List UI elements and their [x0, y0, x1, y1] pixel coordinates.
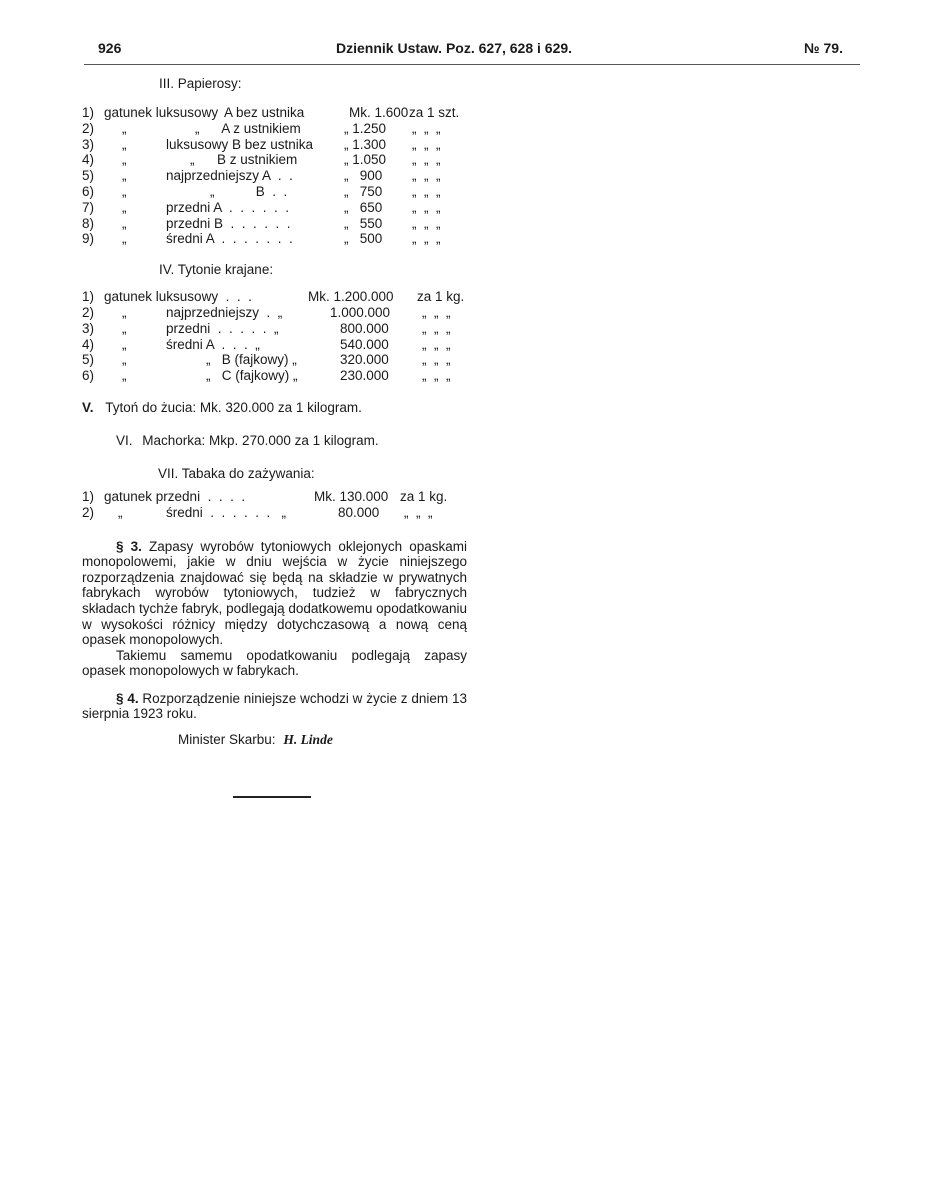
table-row — [82, 368, 467, 384]
paragraph-continuation: Takiemu samemu opodatkowaniu podlegają zapasy opasek monopolowych w fabrykach. — [82, 647, 467, 679]
price-table-cigarettes — [82, 105, 467, 247]
row-unit: „ „ „ — [412, 120, 441, 136]
row-prefix: „ — [122, 136, 127, 152]
row-unit: „ „ „ — [422, 320, 451, 336]
row-unit: „ „ „ — [412, 136, 441, 152]
row-unit: za 1 kg. — [417, 289, 465, 305]
row-unit: „ „ „ — [412, 231, 441, 247]
row-number: 1) — [82, 289, 95, 305]
row-unit: „ „ „ — [412, 152, 441, 168]
text-column — [82, 76, 467, 748]
section-chewing-tobacco — [82, 400, 467, 415]
row-name: średni . . . . . . „ — [166, 504, 287, 520]
row-prefix: „ — [122, 231, 127, 247]
row-number: 4) — [82, 336, 95, 352]
signature-name: H. Linde — [283, 732, 333, 748]
issue-number: № 79. — [804, 40, 843, 56]
row-prefix: „ — [122, 215, 127, 231]
row-number: 6) — [82, 368, 95, 384]
row-price: „ 900 — [344, 168, 383, 184]
row-price: 800.000 — [340, 320, 389, 336]
table-row — [82, 105, 467, 121]
row-name: luksusowy B bez ustnika — [166, 136, 314, 152]
section-machorka — [82, 433, 467, 448]
signature — [82, 732, 467, 748]
row-number: 3) — [82, 320, 95, 336]
row-price: Mk. 1.200.000 — [308, 289, 394, 305]
row-price: „ 550 — [344, 215, 383, 231]
section-title: IV. Tytonie krajane: — [159, 262, 274, 278]
end-rule — [233, 796, 311, 798]
row-prefix: „ — [122, 336, 127, 352]
row-prefix: „ — [122, 183, 127, 199]
row-number: 4) — [82, 152, 95, 168]
paragraph-label: § 4. — [116, 690, 139, 706]
price-table-cut-tobacco — [82, 289, 467, 384]
row-prefix: „ — [122, 168, 127, 184]
row-unit: „ „ „ — [422, 304, 451, 320]
row-price: Mk. 130.000 — [314, 488, 389, 504]
row-price: 230.000 — [340, 368, 389, 384]
row-name: przedni . . . . . „ — [166, 320, 279, 336]
paragraph-body — [82, 691, 467, 722]
row-prefix: „ — [118, 504, 123, 520]
section-title: III. Papierosy: — [159, 76, 242, 91]
row-unit: „ „ „ — [422, 336, 451, 352]
row-name: średni A . . . „ — [166, 336, 260, 352]
row-prefix: gatunek luksusowy . . . — [104, 289, 252, 305]
section-cut-tobacco — [82, 262, 467, 384]
row-name: średni A . . . . . . . — [166, 231, 293, 247]
row-prefix: „ — [122, 352, 127, 368]
row-prefix: „ — [122, 368, 127, 384]
row-number: 9) — [82, 231, 95, 247]
row-price: 1.000.000 — [330, 304, 391, 320]
row-unit: za 1 kg. — [400, 488, 448, 504]
section-text: Tytoń do żucia: Mk. 320.000 za 1 kilogram. — [105, 399, 362, 415]
paragraph-body — [82, 539, 467, 648]
row-prefix: „ — [122, 152, 127, 168]
row-price: „ 1.050 — [344, 152, 387, 168]
row-price: 320.000 — [340, 352, 389, 368]
row-number: 2) — [82, 504, 95, 520]
row-unit: „ „ „ — [412, 183, 441, 199]
row-number: 2) — [82, 120, 95, 136]
row-price: „ 1.300 — [344, 136, 387, 152]
row-price: 80.000 — [338, 504, 380, 520]
row-unit: „ „ „ — [412, 215, 441, 231]
section-text: Machorka: Mkp. 270.000 za 1 kilogram. — [142, 432, 379, 448]
paragraph-3 — [82, 539, 467, 679]
table-row — [82, 231, 467, 247]
row-number: 7) — [82, 199, 95, 215]
table-row — [82, 352, 467, 368]
row-unit: za 1 szt. — [409, 105, 460, 120]
table-row — [82, 184, 467, 200]
section-cigarettes — [82, 76, 467, 247]
row-number: 8) — [82, 215, 95, 231]
row-name: „ B z ustnikiem — [190, 152, 298, 168]
row-price: „ 1.250 — [344, 120, 387, 136]
row-name: „ B . . — [210, 183, 288, 199]
paragraph-4 — [82, 691, 467, 722]
row-unit: „ „ „ — [422, 352, 451, 368]
section-label: V. — [82, 399, 94, 415]
row-price: „ 650 — [344, 199, 383, 215]
row-name: A bez ustnika — [224, 105, 305, 120]
table-row — [82, 121, 467, 137]
section-label: VI. — [116, 432, 133, 448]
paragraph-label: § 3. — [116, 538, 142, 554]
row-prefix: gatunek przedni . . . . — [104, 488, 246, 504]
row-name: „ B (fajkowy) „ — [206, 352, 297, 368]
row-prefix: „ — [122, 304, 127, 320]
row-prefix: „ — [122, 199, 127, 215]
row-number: 5) — [82, 168, 95, 184]
row-name: przedni B . . . . . . — [166, 215, 291, 231]
journal-title: Dziennik Ustaw. Poz. 627, 628 i 629. — [336, 40, 573, 56]
price-table-snuff — [82, 489, 467, 521]
row-unit: „ „ „ — [404, 504, 433, 520]
page-number: 926 — [98, 40, 122, 56]
row-name: najprzedniejszy . „ — [166, 304, 283, 320]
row-prefix: gatunek luksusowy — [104, 105, 219, 120]
row-price: „ 500 — [344, 231, 383, 247]
row-name: przedni A . . . . . . — [166, 199, 290, 215]
row-name: „ A z ustnikiem — [195, 120, 301, 136]
row-number: 3) — [82, 136, 95, 152]
section-title: VII. Tabaka do zażywania: — [158, 465, 315, 481]
row-prefix: „ — [122, 320, 127, 336]
row-number: 1) — [82, 488, 95, 504]
table-row — [82, 321, 467, 337]
row-price: „ 750 — [344, 183, 383, 199]
table-row — [82, 168, 467, 184]
row-number: 5) — [82, 352, 95, 368]
header-divider — [84, 64, 860, 65]
row-name: „ C (fajkowy) „ — [206, 368, 298, 384]
row-number: 1) — [82, 105, 95, 120]
table-row — [82, 216, 467, 232]
table-row — [82, 305, 467, 321]
row-number: 2) — [82, 304, 95, 320]
table-row — [82, 137, 467, 153]
row-unit: „ „ „ — [422, 368, 451, 384]
paragraph-text: Zapasy wyrobów tytoniowych oklejonych opaskami monopolowemi, jakie w dniu wejścia w życie niniejszego rozporządzenia znajdować się będą na składzie w prywatnych fabrykach wyrobów tytoniowych, tudzież w fabrycznych składach tychże fabryk, podlegają dodatkowemu opodatkowaniu w wysokości różnicy między dotychczasową a nową ceną opasek monopolowych. — [82, 538, 467, 648]
row-unit: „ „ „ — [412, 199, 441, 215]
table-row — [82, 289, 467, 305]
section-snuff — [82, 466, 467, 521]
paragraph-text: Rozporządzenie niniejsze wchodzi w życie z dniem 13 sierpnia 1923 roku. — [82, 690, 467, 722]
row-number: 6) — [82, 183, 95, 199]
row-price: 540.000 — [340, 336, 389, 352]
table-row — [82, 337, 467, 353]
row-name: najprzedniejszy A . . — [166, 168, 293, 184]
row-price: Mk. 1.600 — [349, 105, 409, 120]
table-row — [82, 505, 467, 521]
table-row — [82, 489, 467, 505]
table-row — [82, 152, 467, 168]
row-unit: „ „ „ — [412, 168, 441, 184]
row-prefix: „ — [122, 120, 127, 136]
signature-role: Minister Skarbu: — [178, 732, 276, 748]
table-row — [82, 200, 467, 216]
